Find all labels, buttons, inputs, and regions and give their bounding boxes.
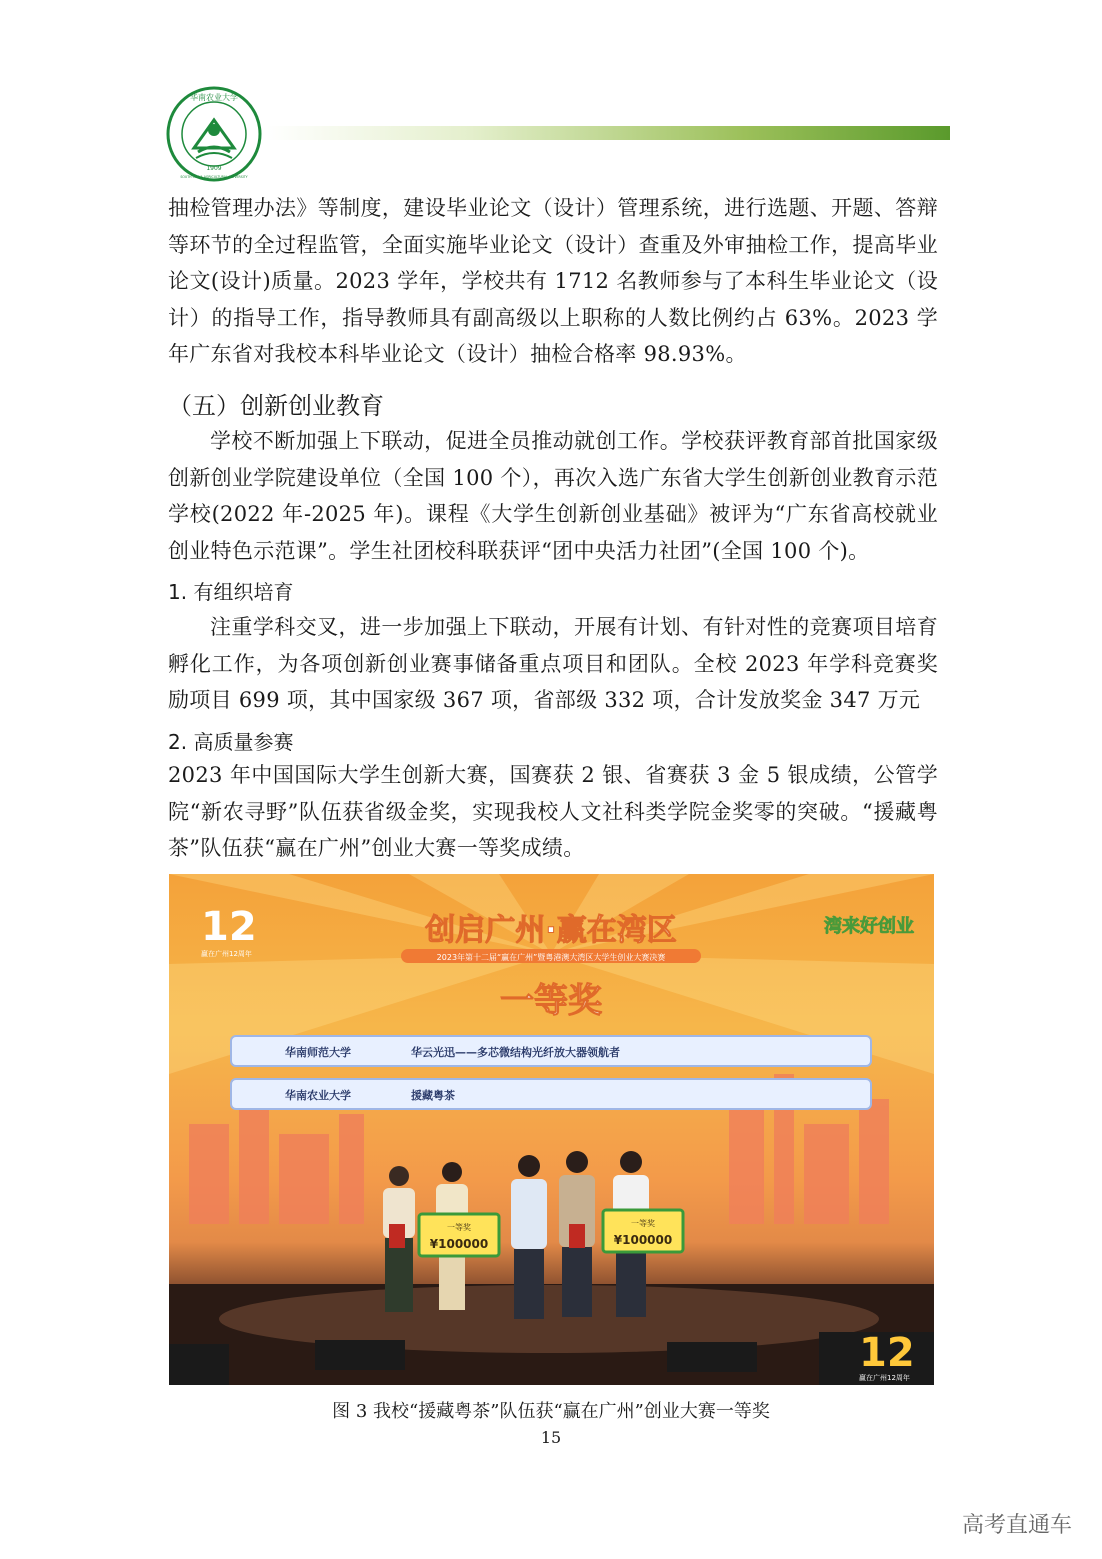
row-2-project: 援藏粤茶 (411, 1089, 455, 1102)
board-1-amount: ¥100000 (429, 1237, 489, 1251)
university-logo (166, 86, 262, 182)
page-number: 15 (540, 1428, 562, 1447)
logo-year: 1909 (206, 165, 222, 172)
paragraph-innovation-intro: 学校不断加强上下联动，促进全员推动就创工作。学校获评教育部首批国家级创新创业学院建设单位（全国 100 个），再次入选广东省大学生创新创业教育示范学校(2022 年-2025 年)。课程《大学生创新创业基础》被评为“广东省高校就业创业特色示范课”。学生社团校科联获评“团中央活力社团”(全国 100 个)。 (168, 429, 938, 563)
board-2-label: 一等奖 (631, 1219, 655, 1228)
row-1-project: 华云光迅——多芯微结构光纤放大器领航者 (411, 1046, 620, 1059)
watermark: 高考直通车 (961, 1513, 1072, 1538)
corner-caption: 赢在广州12周年 (859, 1374, 910, 1382)
badge-caption: 赢在广州12周年 (201, 950, 252, 958)
banner-title: 创启广州·赢在湾区 (425, 913, 677, 948)
figure-caption: 图 3 我校“援藏粤茶”队伍获“赢在广州”创业大赛一等奖 (332, 1401, 770, 1422)
section-heading-innovation: （五）创新创业教育 (168, 392, 384, 420)
logo-text: 华南农业大学 (190, 93, 238, 102)
paragraph-thesis-management: 抽检管理办法》等制度，建设毕业论文（设计）管理系统，进行选题、开题、答辩等环节的全过程监管，全面实施毕业论文（设计）查重及外审抽检工作，提高毕业论文(设计)质量。2023 学年，学校共有 1712 名教师参与了本科生毕业论文（设计）的指导工作，指导教师具有副高级以上职称的人数比例约占 63%。2023 学年广东省对我校本科毕业论文（设计）抽检合格率 98.93%。 (168, 196, 938, 366)
row-1-school: 华南师范大学 (285, 1046, 351, 1059)
corner-number: 12 (859, 1330, 915, 1376)
subheading-organized-cultivation: 1. 有组织培育 (168, 580, 294, 604)
banner-subtitle: 2023年第十二届“赢在广州”暨粤港澳大湾区大学生创业大赛决赛 (436, 953, 666, 962)
award-ceremony-photo (169, 874, 934, 1385)
board-1-label: 一等奖 (447, 1223, 471, 1232)
badge-number: 12 (201, 904, 257, 950)
logo-text-en: SOUTH CHINA AGRICULTURAL UNIVERSITY (180, 175, 248, 179)
paragraph-competition-results: 2023 年中国国际大学生创新大赛，国赛获 2 银、省赛获 3 金 5 银成绩，公管学院“新农寻野”队伍获省级金奖，实现我校人文社科类学院金奖零的突破。“援藏粤茶”队伍获“赢在广州”创业大赛一等奖成绩。 (168, 763, 938, 860)
slogan: 湾来好创业 (824, 916, 914, 937)
paragraph-organized-cultivation: 注重学科交叉，进一步加强上下联动，开展有计划、有针对性的竞赛项目培育孵化工作，为各项创新创业赛事储备重点项目和团队。全校 2023 年学科竞赛奖励项目 699 项，其中国家级 367 项，省部级 332 项，合计发放奖金 347 万元 (168, 615, 938, 712)
row-2-school: 华南农业大学 (285, 1089, 351, 1102)
award-title: 一等奖 (500, 981, 602, 1021)
header-gradient-bar (266, 126, 950, 140)
subheading-high-quality-competition: 2. 高质量参赛 (168, 730, 294, 754)
board-2-amount: ¥100000 (613, 1233, 673, 1247)
